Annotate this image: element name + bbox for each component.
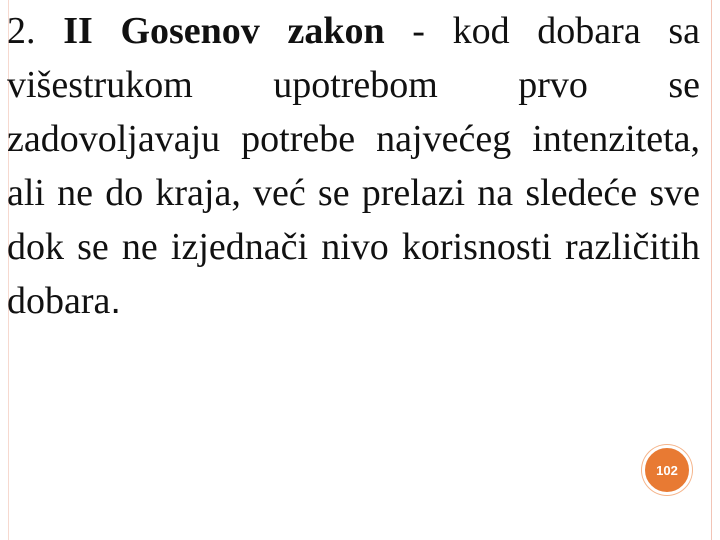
page-number-badge (642, 445, 692, 495)
body-paragraph (7, 4, 700, 328)
page-number: 102 (656, 462, 678, 478)
final-period: . (110, 280, 121, 322)
law-description: - kod dobara sa višestrukom upotrebom prvo se zadovoljavaju potrebe najvećeg intenziteta, ali ne do kraja, već se prelazi na sledeće sve dok se ne izjednači nivo korisnosti različitih dobara (7, 10, 701, 322)
frame-right-line (711, 0, 712, 540)
item-number: 2. (7, 10, 36, 52)
law-title: II Gosenov zakon (63, 10, 385, 52)
